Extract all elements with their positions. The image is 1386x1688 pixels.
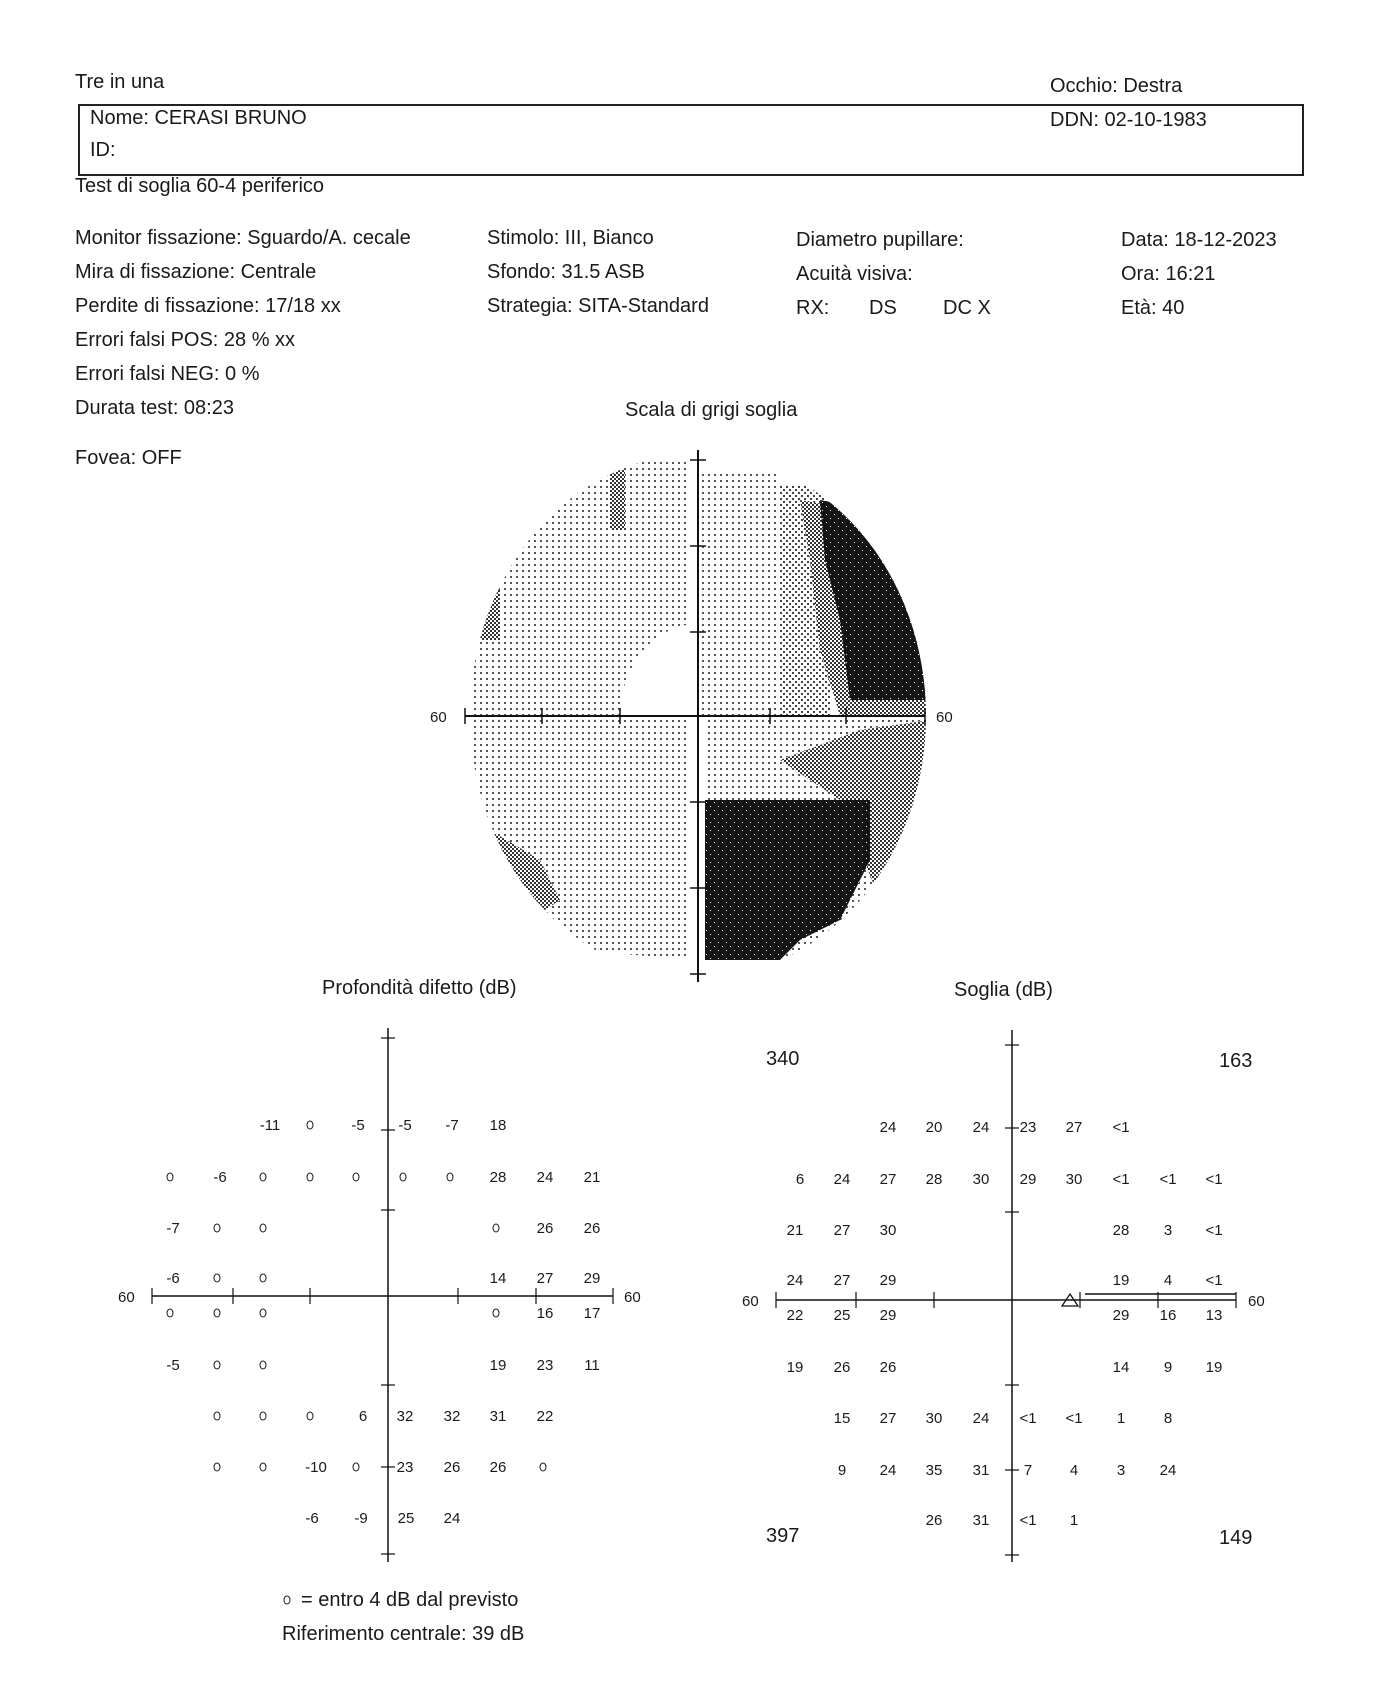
dd-value: 32: [396, 1408, 414, 1425]
dd-normal-icon: [214, 1224, 220, 1232]
th-value: 16: [1159, 1307, 1177, 1324]
stimulus: Stimolo: III, Bianco: [487, 227, 654, 249]
th-value: <1: [1112, 1171, 1130, 1188]
th-value: 29: [879, 1272, 897, 1289]
visual-acuity: Acuità visiva:: [796, 263, 913, 285]
rx-dc: DC X: [943, 297, 991, 319]
patient-dob: DDN: 02-10-1983: [1050, 109, 1207, 131]
dd-value: 16: [536, 1305, 554, 1322]
dd-value: -5: [351, 1117, 365, 1134]
test-duration: Durata test: 08:23: [75, 397, 234, 419]
th-value: 24: [879, 1462, 897, 1479]
dd-value: -10: [305, 1459, 327, 1476]
field-region: [705, 716, 930, 960]
dd-value: 23: [396, 1459, 414, 1476]
th-value: 31: [972, 1462, 990, 1479]
dd-value: -6: [166, 1270, 180, 1287]
th-value: 29: [1112, 1307, 1130, 1324]
dd-value: 14: [489, 1270, 507, 1287]
dd-value: -7: [445, 1117, 459, 1134]
dd-normal-icon: [400, 1173, 406, 1181]
dd-value: 22: [536, 1408, 554, 1425]
fovea-status: Fovea: OFF: [75, 447, 182, 469]
th-value: 4: [1069, 1462, 1079, 1479]
dd-value: 17: [583, 1305, 601, 1322]
dd-value: 28: [489, 1169, 507, 1186]
field-region: [780, 720, 930, 900]
th-value: 30: [1065, 1171, 1083, 1188]
th-value: 24: [833, 1171, 851, 1188]
dd-normal-icon: [447, 1173, 453, 1181]
dd-normal-icon: [260, 1361, 266, 1369]
th-value: 9: [837, 1462, 847, 1479]
th-value: 26: [925, 1512, 943, 1529]
gs-ticks: [465, 460, 925, 974]
field-region: [820, 500, 930, 700]
dd-value: 26: [583, 1220, 601, 1237]
dd-normal-icon: [260, 1173, 266, 1181]
corner-top-right: 163: [1219, 1050, 1253, 1072]
dd-value: -7: [166, 1220, 180, 1237]
th-value: 9: [1163, 1359, 1173, 1376]
test-date: Data: 18-12-2023: [1121, 229, 1277, 251]
th-value: 8: [1163, 1410, 1173, 1427]
th-value: 24: [1159, 1462, 1177, 1479]
app-title: Tre in una: [75, 71, 165, 93]
th-value: 1: [1116, 1410, 1126, 1427]
blind-spot-triangle-icon: [1062, 1294, 1078, 1306]
dd-normal-icon: [260, 1309, 266, 1317]
pupil-diameter: Diametro pupillare:: [796, 229, 964, 251]
dd-value: 29: [583, 1270, 601, 1287]
dd-normal-icon: [214, 1361, 220, 1369]
th-value: <1: [1112, 1119, 1130, 1136]
dd-normal-icon: [260, 1412, 266, 1420]
central-reference: Riferimento centrale: 39 dB: [282, 1623, 525, 1645]
th-right-label: 60: [1248, 1293, 1265, 1310]
dd-normal-icon: [214, 1274, 220, 1282]
corner-bottom-left: 397: [766, 1525, 800, 1547]
field-region: [470, 716, 690, 960]
dd-value: -11: [259, 1117, 281, 1134]
dd-normal-icon: [214, 1309, 220, 1317]
th-value: 23: [1019, 1119, 1037, 1136]
th-value: 6: [795, 1171, 805, 1188]
th-value: <1: [1019, 1410, 1037, 1427]
dd-value: 31: [489, 1408, 507, 1425]
dd-value: 26: [443, 1459, 461, 1476]
gs-right-label: 60: [936, 709, 953, 726]
th-value: 28: [1112, 1222, 1130, 1239]
th-value: 31: [972, 1512, 990, 1529]
field-region: [490, 830, 560, 920]
false-negative: Errori falsi NEG: 0 %: [75, 363, 260, 385]
field-region: [480, 590, 500, 640]
th-ticks: [776, 1045, 1236, 1555]
false-positive: Errori falsi POS: 28 % xx: [75, 329, 296, 351]
th-value: <1: [1205, 1222, 1223, 1239]
dd-value: -9: [354, 1510, 368, 1527]
th-value: 30: [879, 1222, 897, 1239]
dd-normal-icon: [260, 1224, 266, 1232]
legend-text: = entro 4 dB dal previsto: [301, 1589, 519, 1611]
th-value: 24: [972, 1119, 990, 1136]
dd-normal-icon: [307, 1121, 313, 1129]
dd-normal-icon: [260, 1463, 266, 1471]
dd-value: 23: [536, 1357, 554, 1374]
th-value: 26: [833, 1359, 851, 1376]
dd-value: 25: [397, 1510, 415, 1527]
field-region: [705, 800, 870, 960]
th-value: 19: [786, 1359, 804, 1376]
rx-label: RX:: [796, 297, 830, 319]
th-value: 30: [972, 1171, 990, 1188]
dd-normal-icon: [214, 1412, 220, 1420]
dd-value: -6: [213, 1169, 227, 1186]
th-value: 7: [1023, 1462, 1033, 1479]
dd-value: -5: [166, 1357, 180, 1374]
dd-normal-icon: [167, 1173, 173, 1181]
dd-ticks: [152, 1038, 613, 1554]
fixation-losses: Perdite di fissazione: 17/18 xx: [75, 295, 341, 317]
grayscale-title: Scala di grigi soglia: [625, 399, 798, 421]
within-4db-icon: [284, 1596, 290, 1604]
dd-normal-icon: [260, 1274, 266, 1282]
th-value: <1: [1205, 1272, 1223, 1289]
dd-normal-icon: [167, 1309, 173, 1317]
th-value: <1: [1019, 1512, 1037, 1529]
th-value: <1: [1065, 1410, 1083, 1427]
field-region: [780, 485, 830, 716]
th-value: 3: [1116, 1462, 1126, 1479]
dd-left-label: 60: [118, 1289, 135, 1306]
th-value: 27: [833, 1272, 851, 1289]
dd-value: -5: [398, 1117, 412, 1134]
th-value: 14: [1112, 1359, 1130, 1376]
field-region: [700, 470, 780, 716]
eye-label: Occhio: Destra: [1050, 75, 1183, 97]
dd-normal-icon: [493, 1309, 499, 1317]
patient-age: Età: 40: [1121, 297, 1185, 319]
dd-value: 26: [536, 1220, 554, 1237]
patient-id: ID:: [90, 139, 116, 161]
field-region: [470, 460, 690, 716]
dd-value: 27: [536, 1270, 554, 1287]
th-value: 22: [786, 1307, 804, 1324]
field-region: [610, 470, 625, 530]
patient-name: Nome: CERASI BRUNO: [90, 107, 307, 129]
dd-value: 11: [584, 1357, 600, 1374]
dd-normal-icon: [307, 1412, 313, 1420]
test-time: Ora: 16:21: [1121, 263, 1216, 285]
th-value: <1: [1159, 1171, 1177, 1188]
test-name: Test di soglia 60-4 periferico: [75, 175, 325, 197]
th-value: 24: [879, 1119, 897, 1136]
th-value: 1: [1069, 1512, 1079, 1529]
defect-title: Profondità difetto (dB): [322, 977, 517, 999]
dd-value: 18: [489, 1117, 507, 1134]
dd-normal-icon: [353, 1173, 359, 1181]
th-value: 27: [1065, 1119, 1083, 1136]
th-value: 29: [1019, 1171, 1037, 1188]
dd-value: 21: [583, 1169, 601, 1186]
dd-right-label: 60: [624, 1289, 641, 1306]
th-value: 30: [925, 1410, 943, 1427]
th-value: 35: [925, 1462, 943, 1479]
dd-value: 6: [358, 1408, 368, 1425]
fixation-target: Mira di fissazione: Centrale: [75, 261, 317, 283]
field-region: [800, 500, 930, 716]
th-left-label: 60: [742, 1293, 759, 1310]
th-value: 24: [786, 1272, 804, 1289]
th-value: 15: [833, 1410, 851, 1427]
dd-value: 24: [536, 1169, 554, 1186]
th-value: 4: [1163, 1272, 1173, 1289]
th-value: 29: [879, 1307, 897, 1324]
fixation-monitor: Monitor fissazione: Sguardo/A. cecale: [75, 227, 411, 249]
dd-value: 26: [489, 1459, 507, 1476]
rx-ds: DS: [869, 297, 897, 319]
th-value: 28: [925, 1171, 943, 1188]
dd-value: 19: [489, 1357, 507, 1374]
corner-top-left: 340: [766, 1048, 800, 1070]
threshold-title: Soglia (dB): [954, 979, 1053, 1001]
th-value: 13: [1205, 1307, 1223, 1324]
background: Sfondo: 31.5 ASB: [487, 261, 645, 283]
th-value: 25: [833, 1307, 851, 1324]
dd-normal-icon: [540, 1463, 546, 1471]
th-value: 24: [972, 1410, 990, 1427]
th-value: 20: [925, 1119, 943, 1136]
th-value: 27: [879, 1171, 897, 1188]
th-value: 26: [879, 1359, 897, 1376]
th-value: 21: [786, 1222, 804, 1239]
th-value: <1: [1205, 1171, 1223, 1188]
th-value: 27: [833, 1222, 851, 1239]
th-value: 19: [1112, 1272, 1130, 1289]
dd-value: -6: [305, 1510, 319, 1527]
dd-normal-icon: [307, 1173, 313, 1181]
dd-value: 24: [443, 1510, 461, 1527]
strategy: Strategia: SITA-Standard: [487, 295, 709, 317]
th-value: 19: [1205, 1359, 1223, 1376]
th-value: 27: [879, 1410, 897, 1427]
corner-bottom-right: 149: [1219, 1527, 1253, 1549]
gs-left-label: 60: [430, 709, 447, 726]
th-value: 3: [1163, 1222, 1173, 1239]
dd-normal-icon: [493, 1224, 499, 1232]
dd-normal-icon: [353, 1463, 359, 1471]
field-region: [620, 624, 776, 808]
dd-normal-icon: [214, 1463, 220, 1471]
dd-value: 32: [443, 1408, 461, 1425]
